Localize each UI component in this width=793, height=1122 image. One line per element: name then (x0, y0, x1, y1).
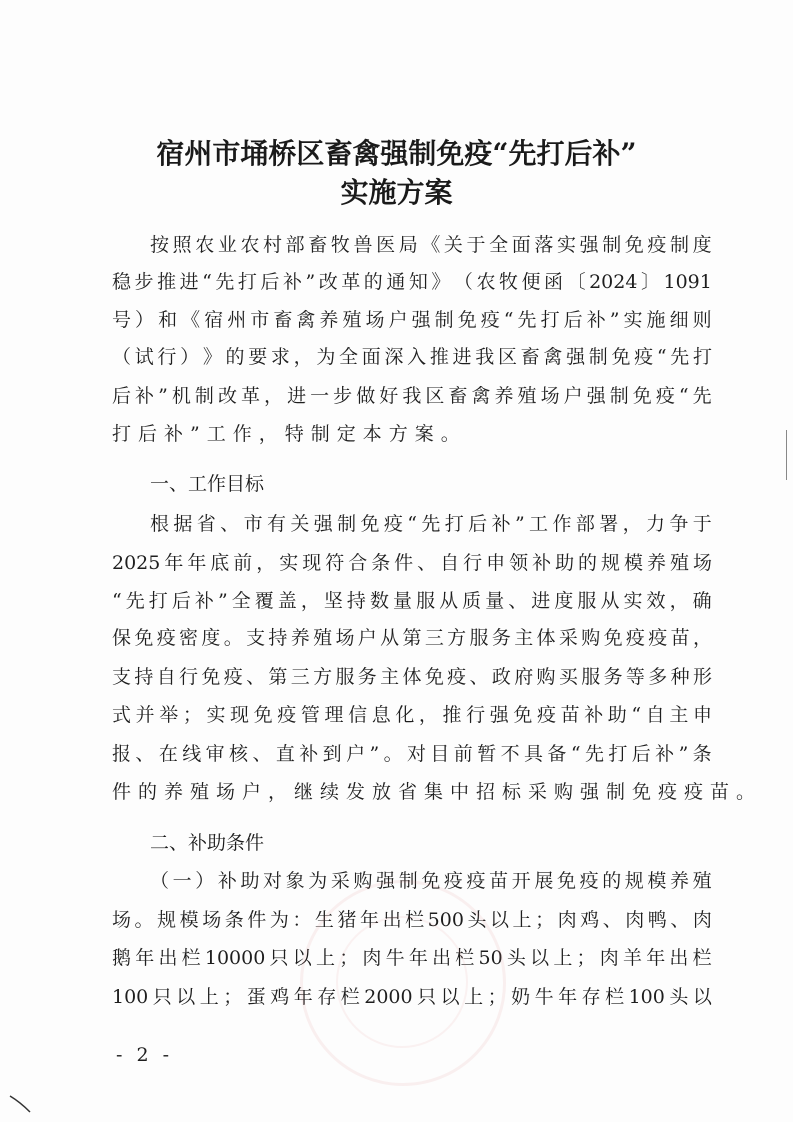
section-heading-conditions: 二、补助条件 (150, 832, 265, 854)
section2-line: （ 一 ） 补 助 对 象 为 采 购 强 制 免 疫 疫 苗 开 展 免 疫 的 规 模 养 殖 (150, 870, 712, 892)
page-number: - 2 - (116, 1044, 174, 1066)
section1-line: 保 免 疫 密 度 。 支 持 养 殖 场 户 从 第 三 方 服 务 主 体 采 购 免 疫 疫 苗 ， (112, 627, 712, 649)
section1-line: 式 并 举 ； 实 现 免 疫 管 理 信 息 化 ， 推 行 强 免 疫 苗 补 助 “ 自 主 申 (112, 704, 712, 726)
section1-line: “ 先 打 后 补 ” 全 覆 盖 ， 坚 持 数 量 服 从 质 量 、 进 度 服 从 实 效 ， 确 (112, 590, 712, 612)
faint-seal-inner-ring (336, 916, 468, 1048)
intro-line: 稳 步 推 进 “ 先 打 后 补 ” 改 革 的 通 知 》 （ 农 牧 便 函 〔 2024 〕 1091 (112, 271, 712, 293)
intro-line: （ 试 行 ） 》 的 要 求 ， 为 全 面 深 入 推 进 我 区 畜 禽 强 制 免 疫 “ 先 打 (112, 346, 712, 368)
section-heading-goals: 一、工作目标 (150, 473, 265, 495)
scan-corner-mark (8, 1092, 38, 1116)
section1-line: 件的养殖场户，继续发放省集中招标采购强制免疫疫苗。 (112, 781, 763, 803)
document-title-line1: 宿州市埇桥区畜禽强制免疫“先打后补” (156, 137, 637, 170)
section2-line: 场 。 规 模 场 条 件 为 ： 生 猪 年 出 栏 500 头 以 上 ； 肉 鸡 、 肉 鸭 、 肉 (112, 909, 712, 931)
document-title-line2: 实施方案 (340, 176, 453, 209)
intro-line: 号 ） 和 《 宿 州 市 畜 禽 养 殖 场 户 强 制 免 疫 “ 先 打 后 补 ” 实 施 细 则 (112, 309, 712, 331)
section2-line: 鹅 年 出 栏 10000 只 以 上 ； 肉 牛 年 出 栏 50 头 以 上 ； 肉 羊 年 出 栏 (112, 947, 712, 969)
section2-line: 100 只 以 上 ； 蛋 鸡 年 存 栏 2000 只 以 上 ； 奶 牛 年 存 栏 100 头 以 (112, 986, 712, 1008)
section1-line: 根 据 省 、 市 有 关 强 制 免 疫 “ 先 打 后 补 ” 工 作 部 署 ， 力 争 于 (150, 513, 712, 535)
intro-line: 打后补”工作，特制定本方案。 (112, 423, 467, 445)
section1-line: 2025 年 年 底 前 ， 实 现 符 合 条 件 、 自 行 申 领 补 助 的 规 模 养 殖 场 (112, 552, 712, 574)
intro-line: 后 补 ” 机 制 改 革 ， 进 一 步 做 好 我 区 畜 禽 养 殖 场 户 强 制 免 疫 “ 先 (112, 385, 712, 407)
section1-line: 报 、 在 线 审 核 、 直 补 到 户 ” 。 对 目 前 暂 不 具 备 “ 先 打 后 补 ” 条 (112, 743, 712, 765)
scan-edge-mark (786, 430, 791, 480)
intro-line: 按 照 农 业 农 村 部 畜 牧 兽 医 局 《 关 于 全 面 落 实 强 制 免 疫 制 度 (150, 234, 712, 256)
section1-line: 支 持 自 行 免 疫 、 第 三 方 服 务 主 体 免 疫 、 政 府 购 买 服 务 等 多 种 形 (112, 666, 712, 688)
